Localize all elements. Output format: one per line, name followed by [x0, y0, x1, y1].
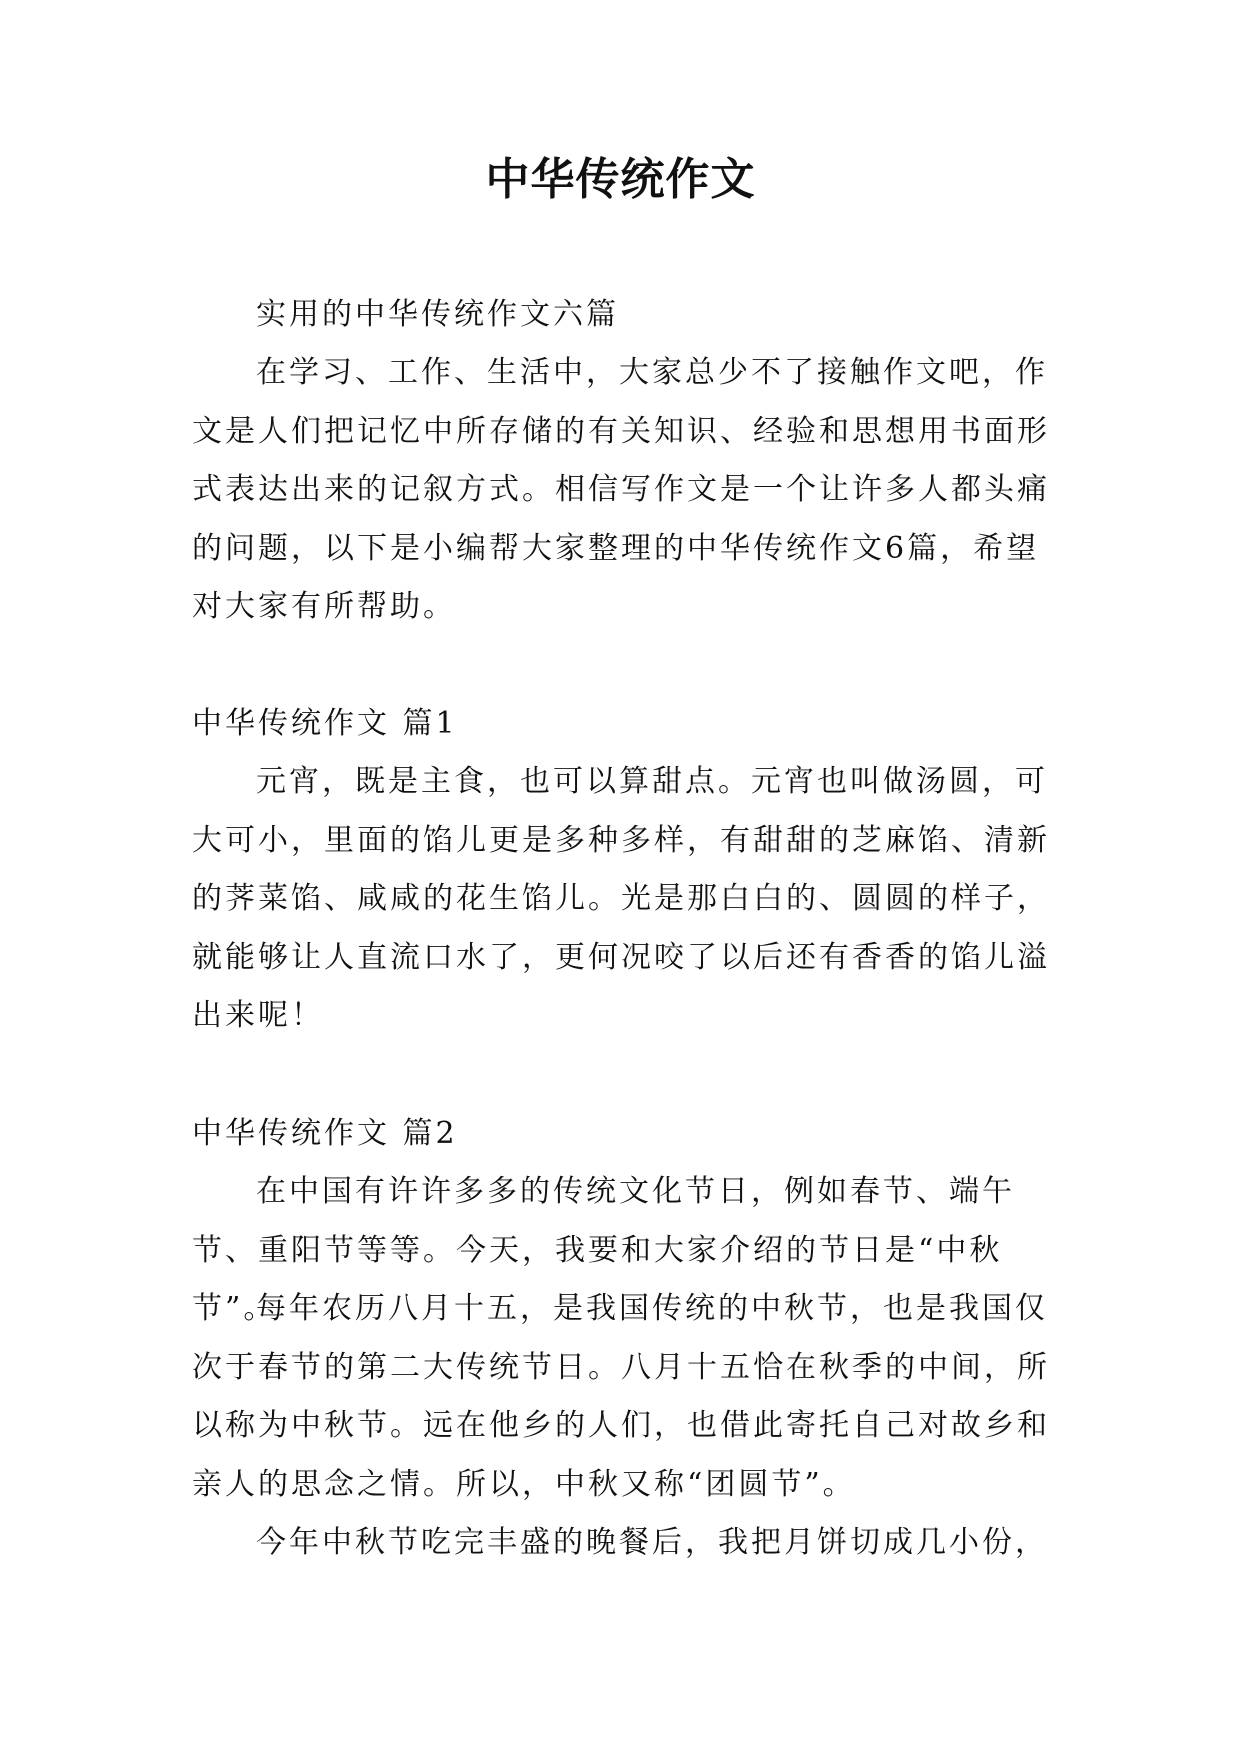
section-2-paragraph-3: 今年中秋节吃完丰盛的晚餐后，我把月饼切成几小份， — [256, 1525, 1048, 1560]
document-subtitle: 实用的中华传统作文六篇 — [256, 297, 619, 332]
section-heading-1: 中华传统作文 篇1 — [192, 706, 458, 741]
section-2-paragraph-1: 在中国有许许多多的传统文化节日，例如春节、端午节、重阳节等等。今天，我要和大家介绍的节日是“中秋节”。 — [192, 1174, 1015, 1326]
section-heading-2: 中华传统作文 篇2 — [192, 1116, 458, 1151]
document-title: 中华传统作文 — [485, 154, 756, 205]
section-2-paragraph-2: 每年农历八月十五，是我国传统的中秋节，也是我国仅次于春节的第二大传统节日。八月十五恰在秋季的中间，所以称为中秋节。远在他乡的人们，也借此寄托自己对故乡和亲人的思念之情。所以，中秋又称“团圆节”。 — [192, 1291, 1050, 1502]
intro-paragraph: 在学习、工作、生活中，大家总少不了接触作文吧，作文是人们把记忆中所存储的有关知识、经验和思想用书面形式表达出来的记叙方式。相信写作文是一个让许多人都头痛的问题，以下是小编帮大家整理的中华传统作文6篇，希望对大家有所帮助。 — [192, 355, 1050, 624]
section-1-paragraph-1: 元宵，既是主食，也可以算甜点。元宵也叫做汤圆，可大可小，里面的馅儿更是多种多样，有甜甜的芝麻馅、清新的荠菜馅、咸咸的花生馅儿。光是那白白的、圆圆的样子，就能够让人直流口水了，更何况咬了以后还有香香的馅儿溢出来呢！ — [192, 764, 1050, 1033]
